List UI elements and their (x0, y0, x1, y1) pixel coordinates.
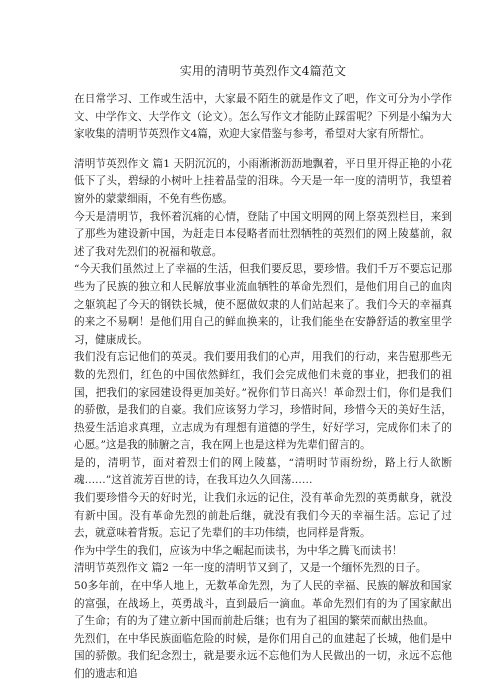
body-paragraph: 作为中学生的我们，应该为中华之崛起而读书，为中华之腾飞而读书！ (74, 544, 403, 557)
body-paragraph: 今天是清明节，我怀着沉痛的心情，登陆了中国文明网的网上祭英烈栏目，来到了那些为建设新中国，为赶走日本侵略者而壮烈牺牲的英烈们的网上陵墓前，叙述了我对先烈们的祝福和敬意。 (74, 210, 452, 258)
intro-paragraph: 在日常学习、工作或生活中，大家最不陌生的就是作文了吧，作文可分为小学作文、中学作文、大学作文（论文）。怎么写作文才能防止踩雷呢？下列是小编为大家收集的清明节英烈作文4篇，欢迎大家借鉴与参考，希望对大家有所帮忙。 (74, 93, 452, 141)
body-paragraph: 我们要珍惜今天的好时光，让我们永远的记住，没有革命先烈的英勇献身，就没有新中国。没有革命先烈的前赴后继，就没有我们今天的幸福生活。忘记了过去，就意味着背叛。忘记了先辈们的丰功伟绩，也同样是背叛。 (74, 492, 452, 540)
document-title: 实用的清明节英烈作文4篇范文 (179, 64, 347, 78)
body-paragraph: 是的，清明节，面对着烈士们的网上陵墓，“清明时节雨纷纷，路上行人欲断魂……”这首流芳百世的诗，在我耳边久久回荡…… (74, 456, 452, 487)
body-paragraph: “今天我们虽然过上了幸福的生活，但我们要反思，要珍惜。我们千万不要忘记那些为了民族的独立和人民解放事业流血牺牲的革命先烈们，是他们用自己的血肉之躯筑起了今天的钢铁长城，使不愿做奴隶的人们站起来了。我们今天的幸福真的来之不易啊！是他们用自己的鲜血换来的，让我们能坐在安静舒适的教室里学习，健康成长。 (74, 263, 452, 346)
body-paragraph: 先烈们，在中华民族面临危险的时候，是你们用自己的血建起了长城，他们是中国的骄傲。我们纪念烈士，就是要永远不忘他们为人民做出的一切，永远不忘他们的遗志和追 (74, 632, 452, 680)
body-paragraph: 清明节英烈作文 篇2 一年一度的清明节又到了，又是一个缅怀先烈的日子。 (74, 562, 427, 575)
body-paragraph: 50多年前，在中华人地上，无数革命先烈，为了人民的幸福、民族的解放和国家的富强，在战场上，英勇战斗，直到最后一滴血。革命先烈们有的为了国家献出了生命；有的为了建立新中国而前赴后继；也有为了祖国的繁荣而献出热血。 (74, 580, 452, 628)
body-paragraph: 我们没有忘记他们的英灵。我们要用我们的心声，用我们的行动，来告慰那些无数的先烈们，红色的中国依然鲜红，我们会完成他们未竟的事业，把我们的祖国，把我们的家园建设得更加美好。”祝你们节日高兴！革命烈士们，你们是我们的骄傲，是我们的自豪。我们应该努力学习，珍惜时间，珍惜今天的美好生活，热爱生活追求真理，立志成为有理想有道德的学生，好好学习，完成你们未了的心愿。”这是我的肺腑之言，我在网上也是这样为先辈们留言的。 (74, 351, 452, 452)
body-paragraph: 清明节英烈作文 篇1 天阴沉沉的，小雨淅淅沥沥地飘着，平日里开得正艳的小花低下了头，碧绿的小树叶上挂着晶莹的泪珠。今天是一年一度的清明节，我望着窗外的蒙蒙细雨，不免有些伤感。 (74, 157, 452, 205)
